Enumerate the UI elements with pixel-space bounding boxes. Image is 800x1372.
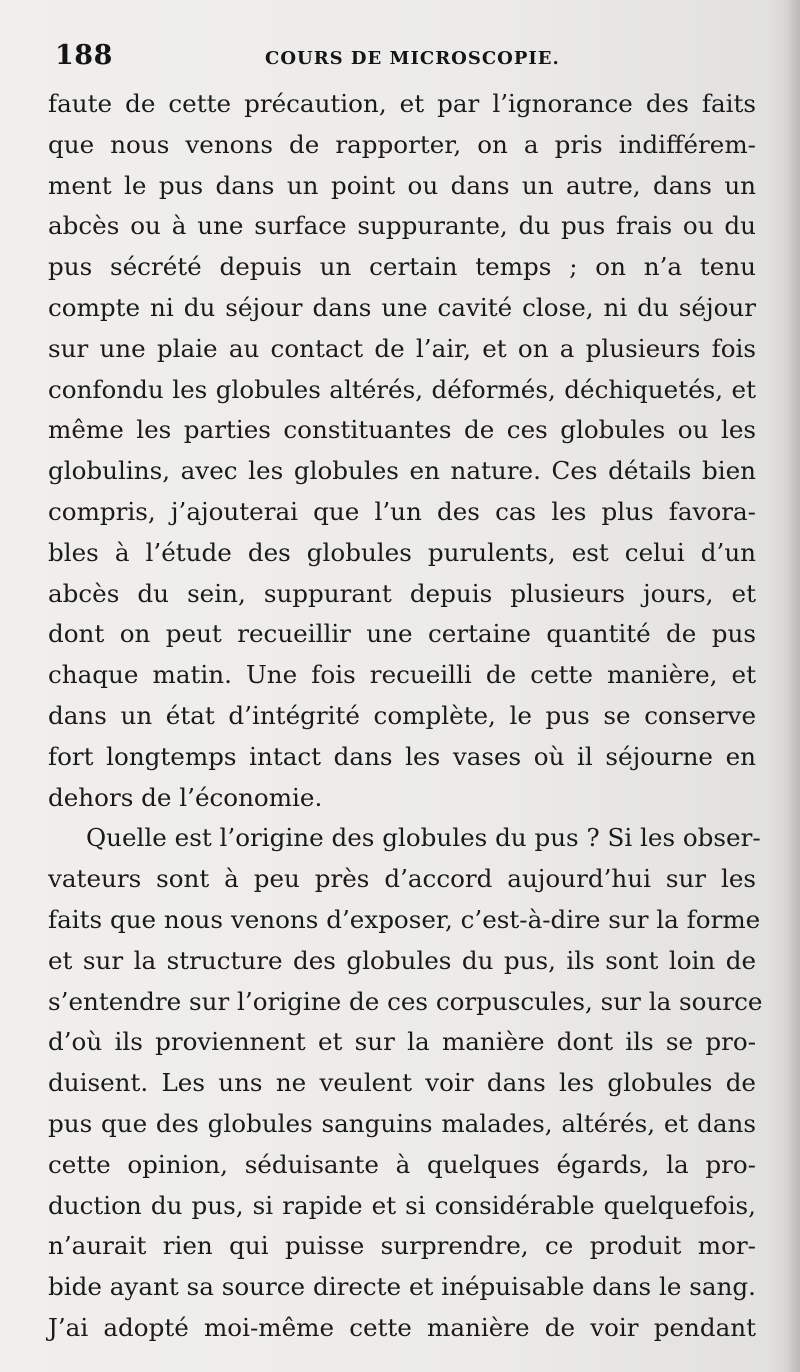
- paragraph-start-line: Quelle est l’origine des globules du pus ? Si les obser-: [86, 823, 761, 853]
- running-title: COURS DE MICROSCOPIE.: [265, 48, 560, 69]
- text-line: d’où ils proviennent et sur la manière dont ils se pro-: [48, 1027, 756, 1057]
- text-line: pus sécrété depuis un certain temps ; on n’a tenu: [48, 252, 756, 282]
- body-text: [48, 84, 763, 1349]
- text-line: bles à l’étude des globules purulents, est celui d’un: [48, 537, 756, 567]
- text-line: cette opinion, séduisante à quelques égards, la pro-: [48, 1149, 756, 1179]
- text-line: ment le pus dans un point ou dans un autre, dans un: [48, 170, 756, 200]
- text-line: même les parties constituantes de ces globules ou les: [48, 415, 756, 445]
- page-number: 188: [55, 40, 113, 71]
- text-line: chaque matin. Une fois recueilli de cette manière, et: [48, 660, 756, 690]
- text-line: et sur la structure des globules du pus, ils sont loin de: [48, 945, 756, 975]
- text-line: confondu les globules altérés, déformés, déchiquetés, et: [48, 374, 756, 404]
- text-line: fort longtemps intact dans les vases où il séjourne en: [48, 741, 756, 771]
- text-line: faute de cette précaution, et par l’ignorance des faits: [48, 89, 756, 118]
- page-edge-shadow: [786, 0, 800, 1372]
- text-line: bide ayant sa source directe et inépuisable dans le sang.: [48, 1272, 756, 1302]
- text-line: dans un état d’intégrité complète, le pus se conserve: [48, 700, 756, 730]
- text-line: que nous venons de rapporter, on a pris indifférem-: [48, 129, 756, 159]
- text-line: J’ai adopté moi-même cette manière de voir pendant: [48, 1312, 756, 1342]
- text-line: s’entendre sur l’origine de ces corpuscules, sur la source: [48, 986, 763, 1016]
- text-line: faits que nous venons d’exposer, c’est-à-dire sur la forme: [48, 904, 761, 934]
- text-line: sur une plaie au contact de l’air, et on a plusieurs fois: [48, 333, 756, 363]
- text-line: vateurs sont à peu près d’accord aujourd’hui sur les: [48, 864, 756, 894]
- paragraph-end-line: dehors de l’économie.: [48, 782, 323, 812]
- text-line: dont on peut recueillir une certaine quantité de pus: [48, 619, 756, 649]
- text-line: duisent. Les uns ne veulent voir dans les globules de: [48, 1068, 756, 1098]
- text-line: pus que des globules sanguins malades, altérés, et dans: [48, 1108, 756, 1138]
- text-line: compte ni du séjour dans une cavité close, ni du séjour: [48, 292, 756, 322]
- text-line: n’aurait rien qui puisse surprendre, ce produit mor-: [48, 1231, 756, 1261]
- page-header: [55, 40, 755, 76]
- text-line: globulins, avec les globules en nature. Ces détails bien: [48, 456, 756, 486]
- text-line: duction du pus, si rapide et si considérable quelquefois,: [48, 1190, 756, 1220]
- text-line: abcès du sein, suppurant depuis plusieurs jours, et: [48, 578, 756, 608]
- text-line: compris, j’ajouterai que l’un des cas les plus favora-: [48, 496, 756, 526]
- text-line: abcès ou à une surface suppurante, du pus frais ou du: [48, 211, 756, 241]
